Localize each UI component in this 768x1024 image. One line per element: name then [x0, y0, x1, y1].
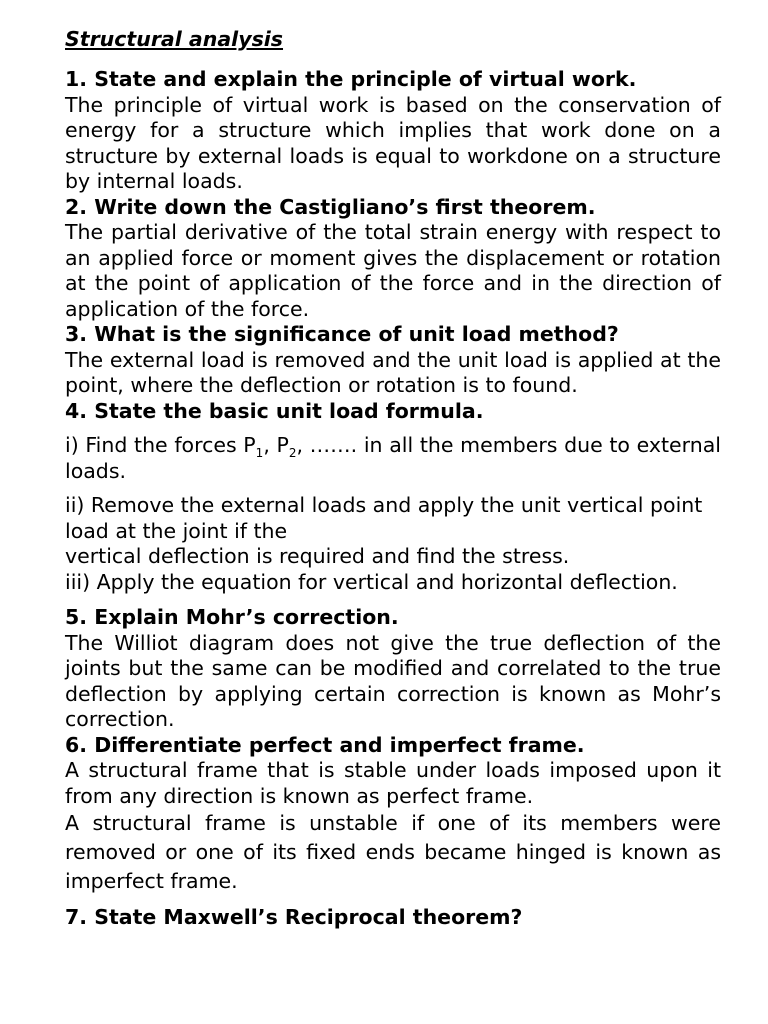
document-title: Structural analysis [65, 27, 284, 51]
step-3: iii) Apply the equation for vertical and horizontal deflection. [65, 569, 678, 594]
step-1-text-c: , ……. in all the members due to external loads. [65, 433, 721, 483]
step-1-text-a: i) Find the forces P [65, 433, 256, 457]
answer-3: The external load is removed and the unit load is applied at the point, where the deflection or rotation is to found. [65, 347, 721, 397]
step-1-subscript-1: 1 [255, 446, 264, 461]
answer-6-imperfect: A structural frame is unstable if one of its members were removed or one of its fixed ends became hinged is known as imperfect frame. [65, 811, 721, 893]
step-2-line-1: ii) Remove the external loads and apply the unit vertical point load at the joint if the [65, 493, 703, 543]
question-7: 7. State Maxwell’s Reciprocal theorem? [65, 905, 523, 929]
question-1: 1. State and explain the principle of virtual work. [65, 67, 637, 91]
question-2: 2. Write down the Castigliano’s first theorem. [65, 194, 596, 219]
answer-2: The partial derivative of the total strain energy with respect to an applied force or moment gives the displacement or rotation at the point of application of the force and in the direction of application of the force. [65, 220, 721, 321]
answer-5: The Williot diagram does not give the true deflection of the joints but the same can be modified and correlated to the true deflection by applying certain correction is known as Mohr’s correction. [65, 630, 721, 731]
step-2-line-2: vertical deflection is required and find the stress. [65, 544, 570, 568]
step-1-text-b: , P [263, 433, 289, 457]
question-3: 3. What is the significance of unit load method? [65, 322, 619, 346]
question-4: 4. State the basic unit load formula. [65, 398, 484, 423]
question-6: 6. Differentiate perfect and imperfect frame. [65, 732, 585, 757]
step-1-subscript-2: 2 [288, 446, 297, 461]
step-1 [65, 433, 721, 484]
answer-1: The principle of virtual work is based on the conservation of energy for a structure which implies that work done on a structure by external loads is equal to workdone on a structure by internal loads. [65, 92, 721, 193]
answer-6-perfect: A structural frame that is stable under loads imposed upon it from any direction is known as perfect frame. [65, 758, 721, 808]
question-5: 5. Explain Mohr’s correction. [65, 605, 399, 629]
